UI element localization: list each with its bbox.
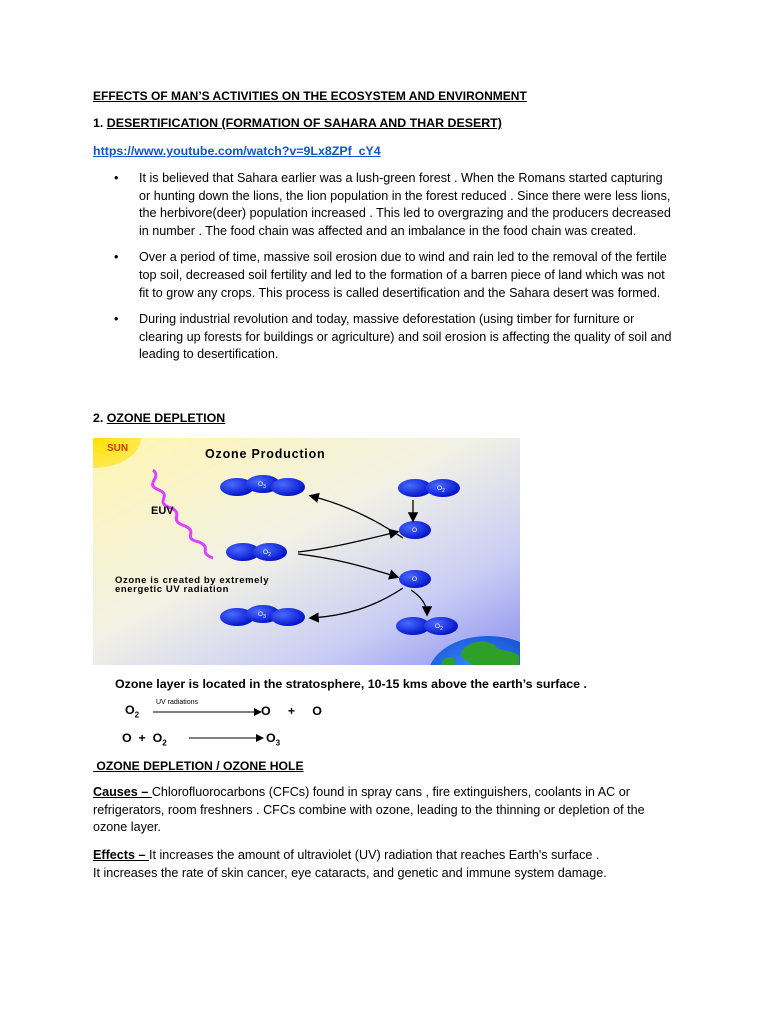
section-1-number: 1. [93,116,107,130]
causes-text: Chlorofluorocarbons (CFCs) found in spray cans , fire extinguishers, coolants in AC or refrigerators, room freshners . CFCs combine with ozone, leading to the thinning or depletion of the ozone layer. [93,785,645,835]
section-2-number: 2. [93,411,107,425]
svg-text:O: O [412,527,418,534]
effects-paragraph [93,847,673,882]
document-title: EFFECTS OF MAN’S ACTIVITIES ON THE ECOSYSTEM AND ENVIRONMENT [93,89,527,103]
reaction-arrow-icon [153,707,263,717]
section-1-title: DESERTIFICATION (FORMATION OF SAHARA AND THAR DESERT) [106,116,502,130]
section-2-heading [93,411,225,425]
o2-label: $O_2$ [263,549,271,558]
equation-o2-dissociation: $O_2$ [125,703,140,720]
section-2-title: OZONE DEPLETION [106,411,226,425]
equation-ozone-formation: $O + O_2$ [122,731,167,748]
figure-caption-line2: energetic UV radiation [115,584,230,595]
effects-text-2: It increases the rate of skin cancer, eye cataracts, and genetic and immune system damage. [93,865,607,880]
ozone-production-figure [93,438,520,665]
bullet-item: • Over a period of time, massive soil erosion due to wind and rain led to the removal of the fertile top soil, decreased soil fertility and led to the formation of a barren piece of land which was not fit to grow any crops. This process is called desertification and the Sahara desert was formed. [93,249,673,302]
o3-label: $O_3$ [258,481,266,490]
o2-label: $O_2$ [435,623,443,632]
o2-label: $O_2$ [437,485,445,494]
effects-text-1: It increases the amount of ultraviolet (UV) radiation that reaches Earth's surface . [149,848,600,862]
o3-label: $O_3$ [258,611,266,620]
oxygen-atom-icon [399,570,431,588]
ozone-layer-caption: Ozone layer is located in the stratosphere, 10-15 kms above the earth’s surface . [115,677,587,691]
bullet-item: • It is believed that Sahara earlier was a lush-green forest . When the Romans started capturing or hunting down the lions, the lion population in the forest reduced . Since there were less lions, the herbivore(deer) population increased . This led to overgrazing and the producers decreased in number . The food chain was affected and an imbalance in the food chain was created. [93,170,673,240]
equation-products: O + O [261,704,322,718]
causes-paragraph [93,784,673,837]
causes-label: Causes – [93,785,152,799]
section-1-heading [93,116,502,130]
reaction-arrow-icon [189,733,265,743]
figure-title: Ozone Production [205,447,326,461]
euv-label: EUV [151,505,174,517]
desertification-bullets [93,170,673,373]
youtube-link[interactable]: https://www.youtube.com/watch?v=9Lx8ZPf_cY4 [93,144,381,158]
svg-text:O: O [412,576,418,583]
oxygen-atom-icon [399,521,431,539]
equation-ozone-product: $O_3$ [266,731,281,748]
effects-label: Effects – [93,848,149,862]
bullet-item: • During industrial revolution and today, massive deforestation (using timber for furniture or clearing up forests for buildings or agriculture) and soil erosion is affecting the quality of soil and leading to desertification. [93,311,673,364]
section-3-heading: OZONE DEPLETION / OZONE HOLE [93,759,304,773]
uv-radiations-label: UV radiations [156,699,199,706]
ozone-diagram [93,438,520,665]
sun-label: SUN [107,443,129,454]
figure-caption-line1: Ozone is created by extremely [115,575,270,586]
